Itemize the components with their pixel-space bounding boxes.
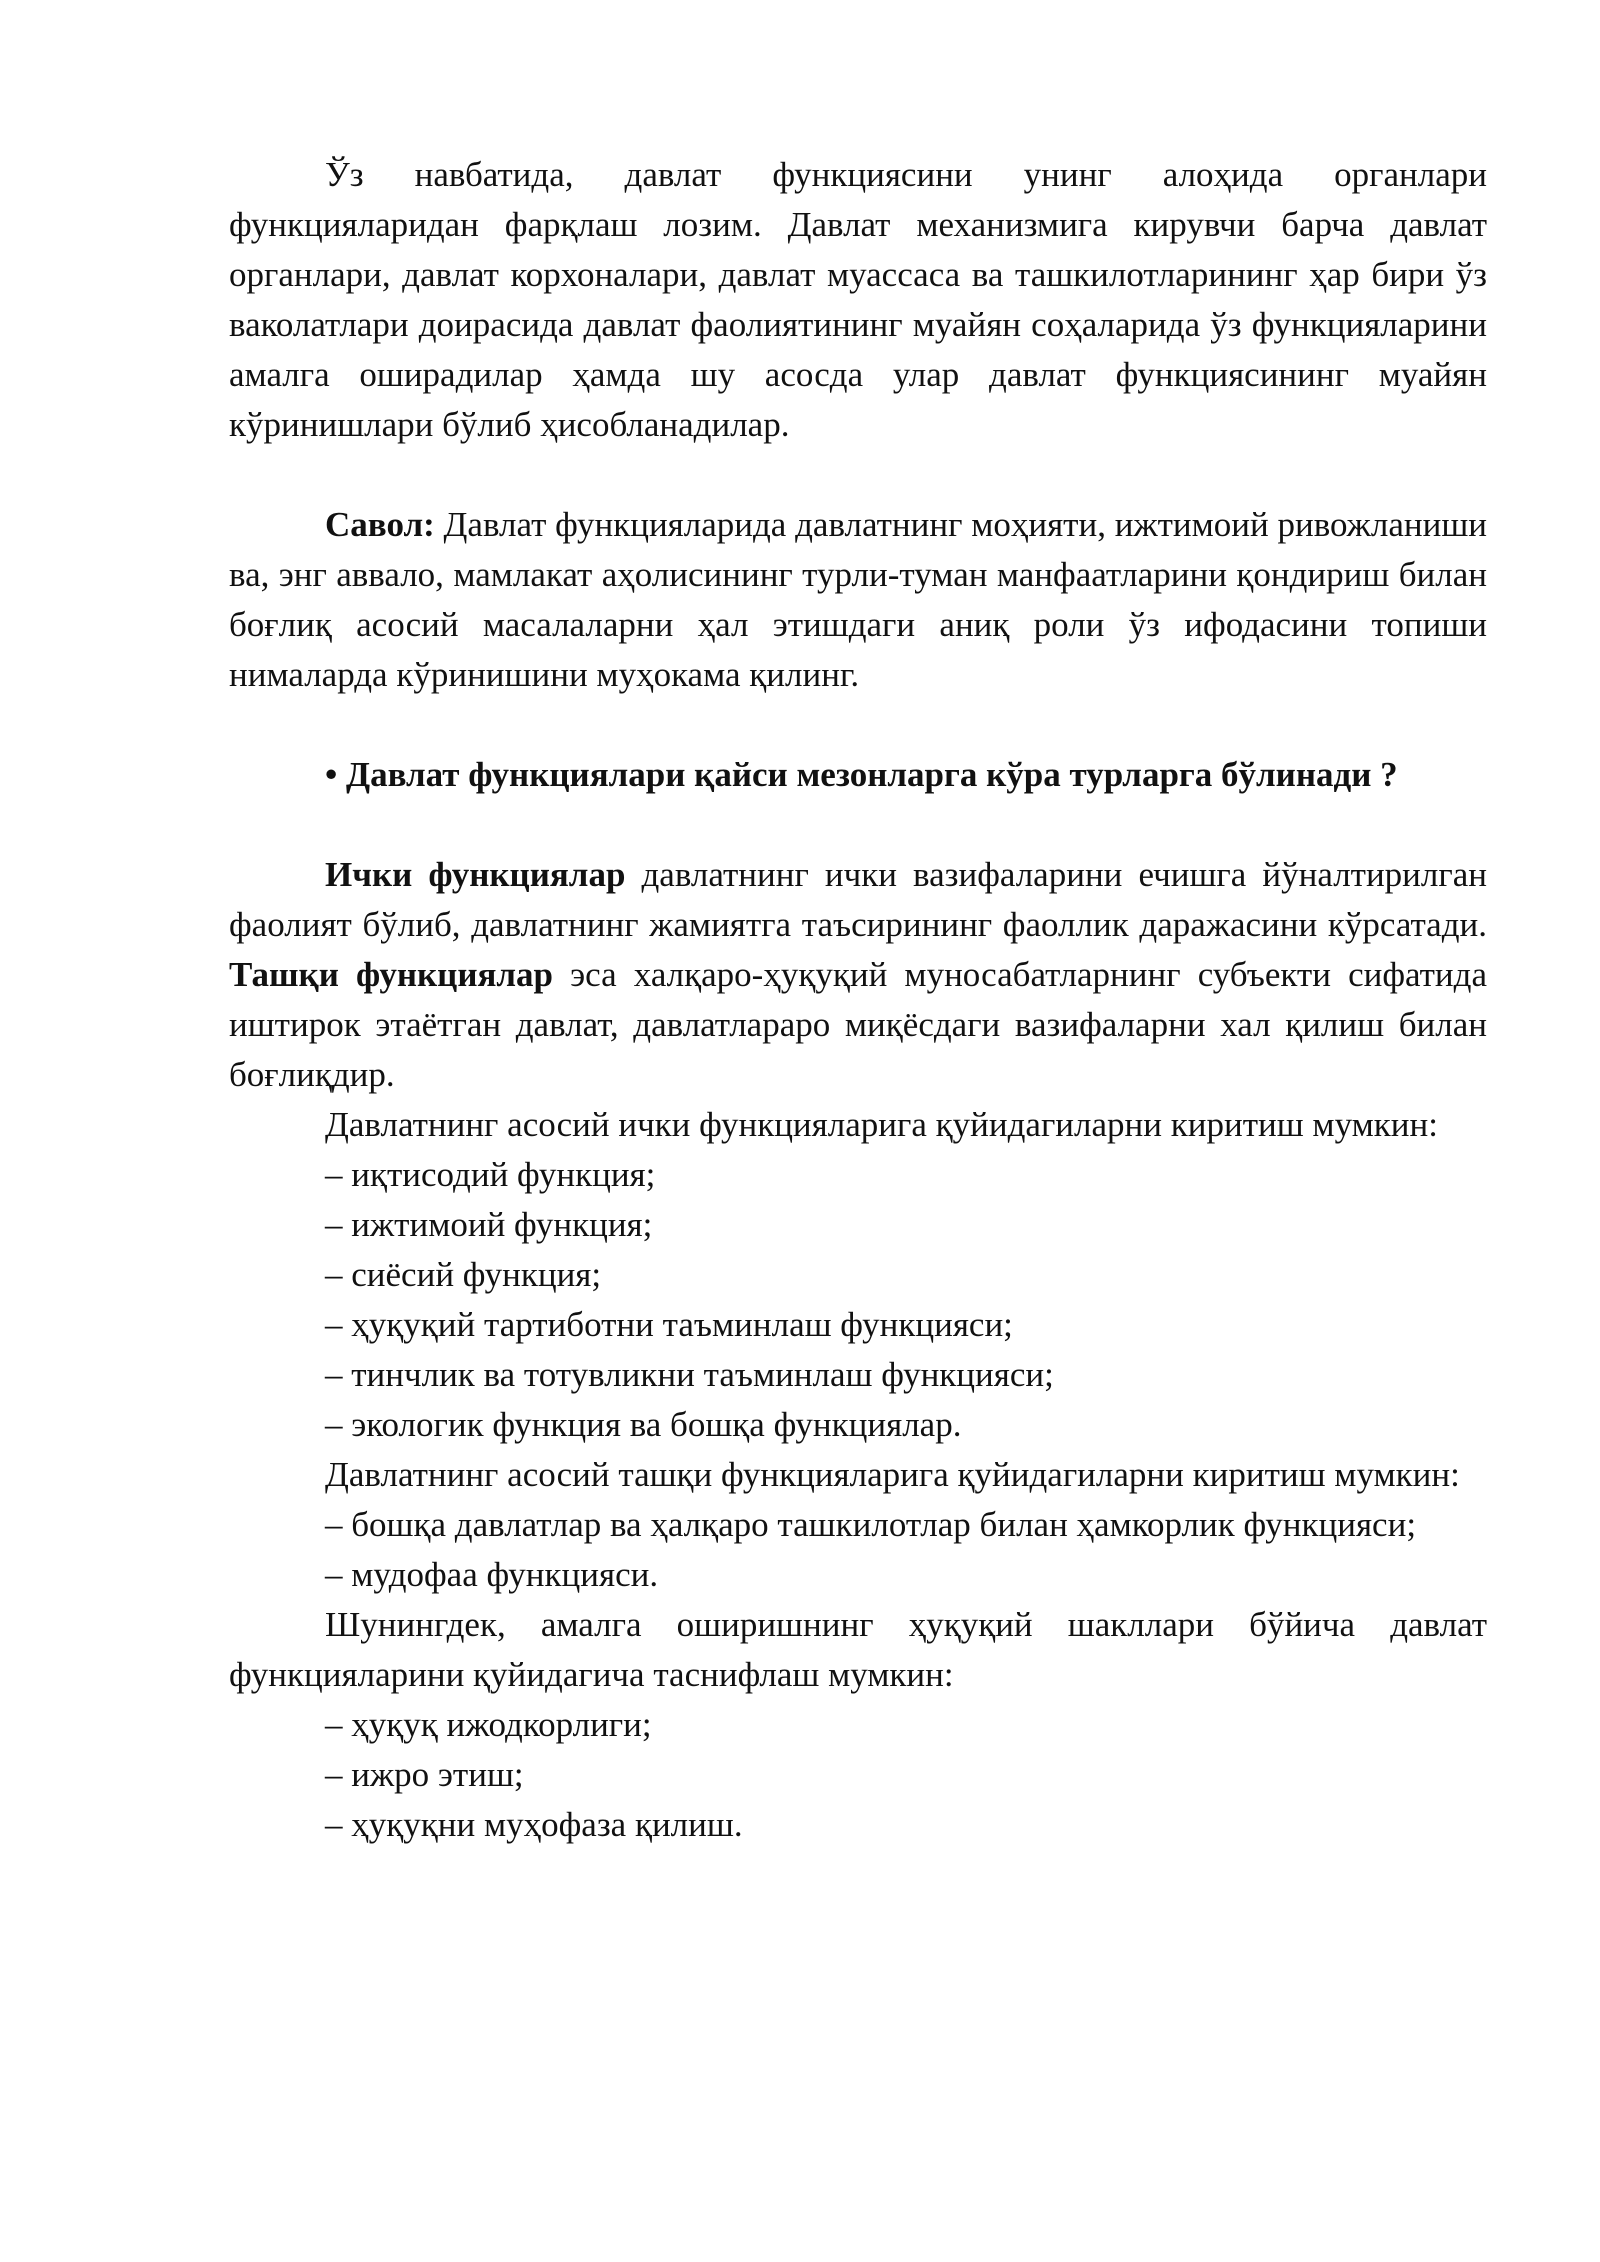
document-body (229, 150, 1487, 1850)
paragraph-question (229, 500, 1487, 700)
external-functions-list (229, 1500, 1487, 1600)
question-text: Давлат функцияларида давлатнинг моҳияти, ижтимоий ривожланиши ва, энг аввало, мамлакат аҳолисининг турли-туман манфаатларини қондириш билан боғлиқ асосий масалаларни ҳал этишдаги аниқ роли ўз ифодасини топиши нималарда кўринишини муҳокама қилинг. (229, 505, 1487, 694)
list-item: – мудофаа функцияси. (325, 1555, 659, 1594)
question-label: Савол: (325, 505, 435, 544)
paragraph-internal-external (229, 850, 1487, 1100)
external-functions-label: Ташқи функциялар (229, 955, 554, 994)
legal-forms-list (229, 1700, 1487, 1850)
internal-functions-list (229, 1150, 1487, 1450)
list-item: – иқтисодий функция; (325, 1155, 656, 1194)
paragraph-external-intro: Давлатнинг асосий ташқи функцияларига қуйидагиларни киритиш мумкин: (325, 1455, 1460, 1494)
internal-functions-text: давлатнинг ички вазифаларини ечишга йўналтирилган фаолият бўлиб, давлатнинг жамиятга таъсирининг фаоллик даражасини кўрсатади. (229, 855, 1488, 944)
list-item: – ҳуқуқни муҳофаза қилиш. (325, 1805, 743, 1844)
paragraph-legal-forms-intro: Шунингдек, амалга оширишнинг ҳуқуқий шакллари бўйича давлат функцияларини қуйидагича таснифлаш мумкин: (229, 1605, 1487, 1694)
paragraph-state-function: Ўз навбатида, давлат функциясини унинг алоҳида органлари функцияларидан фарқлаш лозим. Давлат механизмига кирувчи барча давлат органлари, давлат корхоналари, давлат муассаса ва ташкилотларининг ҳар бири ўз ваколатлари доирасида давлат фаолиятининг муайян соҳаларида ўз функцияларини амалга оширадилар ҳамда шу асосда улар давлат функциясининг муайян кўринишлари бўлиб ҳисобланадилар. (229, 155, 1487, 444)
internal-functions-label: Ички функциялар (325, 855, 626, 894)
list-item: – ижтимоий функция; (325, 1205, 653, 1244)
list-item: – сиёсий функция; (325, 1255, 602, 1294)
list-item: – бошқа давлатлар ва ҳалқаро ташкилотлар билан ҳамкорлик функцияси; (325, 1505, 1417, 1544)
spacer (229, 700, 1487, 750)
external-functions-text: эса халқаро-ҳуқуқий муносабатларнинг субъекти сифатида иштирок этаётган давлат, давлатлараро миқёсдаги вазифаларни хал қилиш билан боғлиқдир. (229, 955, 1488, 1094)
spacer (229, 800, 1487, 850)
bullet-icon: • (325, 755, 338, 794)
bullet-heading (229, 750, 1487, 800)
bullet-heading-text: Давлат функциялари қайси мезонларга кўра турларга бўлинади ? (337, 755, 1398, 794)
paragraph-internal-intro: Давлатнинг асосий ички функцияларига қуйидагиларни киритиш мумкин: (325, 1105, 1438, 1144)
list-item: – тинчлик ва тотувликни таъминлаш функцияси; (325, 1355, 1054, 1394)
spacer (229, 450, 1487, 500)
list-item: – экологик функция ва бошқа функциялар. (325, 1405, 962, 1444)
list-item: – ижро этиш; (325, 1755, 524, 1794)
list-item: – ҳуқуқ ижодкорлиги; (325, 1705, 652, 1744)
list-item: – ҳуқуқий тартиботни таъминлаш функцияси; (325, 1305, 1013, 1344)
